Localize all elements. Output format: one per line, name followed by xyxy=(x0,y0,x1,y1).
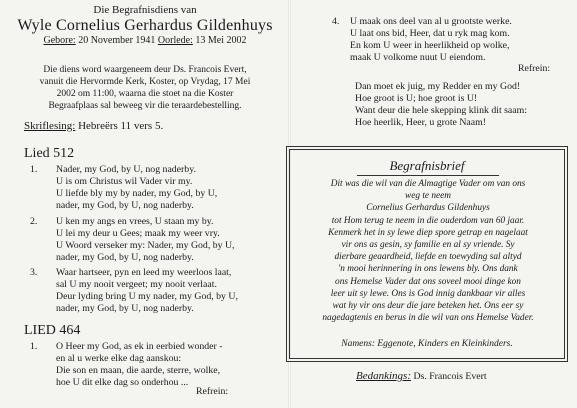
verse-line: Nader, my God, by U, nog naderby. xyxy=(56,164,196,175)
hymn-verse xyxy=(30,216,290,266)
verse-number: 4. xyxy=(332,16,340,27)
notice-line: leer uit sy lewe. Ons is God innig dankbaar vir alles xyxy=(330,288,526,299)
notice-line: ons Hemelse Vader dat ons soveel mooi dinge kon xyxy=(335,276,521,287)
verse-line: U is om Christus wil Vader vir my. xyxy=(56,176,193,187)
service-line: Die diens word waargeneem deur Ds. Francois Evert, xyxy=(43,65,247,75)
service-line: vanuit die Hervormde Kerk, Koster, op Vrydag, 17 Mei xyxy=(39,77,251,87)
hymn-verse xyxy=(30,341,290,391)
notice-line: vir ons as gesin, sy familie en al sy vriende. Sy xyxy=(341,240,515,251)
verse-number: 2. xyxy=(30,216,38,227)
verse-line: U liefde bly my by nader, my God, by U, xyxy=(56,188,218,199)
notice-line: tot Hom terug te neem in die ouderdom van 60 jaar. xyxy=(331,215,525,226)
header-intro: Die Begrafnisdiens van xyxy=(93,4,197,16)
notice-signature: Namens: Eggenote, Kinders en Kleinkinders. xyxy=(341,339,513,349)
verse-line: nader, my God, by U, nog naderby. xyxy=(56,252,194,263)
notice-title: Begrafnisbrief xyxy=(389,158,465,173)
life-dates xyxy=(0,35,290,47)
verse-number: 1. xyxy=(30,341,38,352)
hymn-title: LIED 464 xyxy=(24,323,81,338)
verse-line: U lei my deur u Gees; maak my weer vry. xyxy=(56,228,220,239)
chorus-line: Want deur die hele skepping klink dit saam: xyxy=(355,105,527,116)
verse-line: maak U volkome nuut U eiendom. xyxy=(350,52,486,63)
service-details xyxy=(0,64,290,112)
verse-line: Die son en maan, die aarde, sterre, wolke, xyxy=(56,365,221,376)
chorus-line: Hoe heerlik, Heer, u grote Naam! xyxy=(355,117,486,128)
verse-line: sal U my nooit vergeet; my nooit verlaat. xyxy=(56,279,217,290)
reading-label: Skriflesing: xyxy=(24,120,76,132)
chorus xyxy=(355,81,565,129)
chorus-line: Hoe groot is U; hoe groot is U! xyxy=(355,93,478,104)
notice-text xyxy=(297,178,559,324)
notice-line: weg te neem xyxy=(405,191,451,202)
notice-line: wat hy vir ons deur die jare beteken het. Ons eer sy xyxy=(332,301,524,312)
chorus-label: Refrein: xyxy=(518,63,551,74)
hymn-verse xyxy=(332,16,572,66)
notice-line: Cornelius Gerhardus Gildenhuys xyxy=(366,203,490,214)
notice-line: Kenmerk het in sy lewe diep spore getrap en nagelaat xyxy=(328,227,528,238)
hymn-verse xyxy=(30,164,290,214)
died-label: Oorlede: xyxy=(157,35,193,46)
funeral-header xyxy=(0,4,290,47)
verse-line: en al u werke elke dag aanskou: xyxy=(56,353,182,364)
deceased-name: Wyle Cornelius Gerhardus Gildenhuys xyxy=(17,17,273,34)
verse-line: nader, my God, by U, nog naderby. xyxy=(56,303,194,314)
verse-line: nader, my God, by U, nog naderby. xyxy=(56,200,194,211)
verse-line: En kom U weer in heerlikheid op wolke, xyxy=(350,40,510,51)
service-line: Begraafplaas sal beweeg vir die teraardebestelling. xyxy=(48,101,242,111)
verse-number: 1. xyxy=(30,164,38,175)
verse-line: Deur lyding bring U my nader, my God, by U, xyxy=(56,291,238,302)
funeral-notice-box xyxy=(286,146,568,362)
thanks-text: Ds. Francois Evert xyxy=(413,371,487,382)
born-date: 20 November 1941 xyxy=(78,35,156,46)
notice-line: nagedagtenis en berus in die wil van ons Hemelse Vader. xyxy=(322,313,534,324)
died-date: 13 Mei 2002 xyxy=(195,35,247,46)
refrain-label: Refrein: xyxy=(196,386,229,397)
born-label: Gebore: xyxy=(43,35,76,46)
verse-line: hoe U dit elke dag so onderhou ... xyxy=(56,377,189,388)
scripture-reading xyxy=(24,120,163,132)
verse-line: O Heer my God, as ek in eerbied wonder - xyxy=(56,341,223,352)
verse-line: U laat ons bid, Heer, dat u ryk mag kom. xyxy=(350,28,510,39)
verse-line: U maak ons deel van al u grootste werke. xyxy=(350,16,512,27)
hymn-verse xyxy=(30,267,290,317)
notice-line: 'n mooi herinnering in ons lewens bly. Ons dank xyxy=(338,264,518,275)
notice-line: dierbare geaardheid, liefde en toewyding sal altyd xyxy=(334,252,522,263)
title-divider xyxy=(357,175,499,176)
verse-line: U Woord verseker my: Nader, my God, by U, xyxy=(56,240,235,251)
chorus-line: Dan moet ek juig, my Redder en my God! xyxy=(355,81,521,92)
verse-line: U ken my angs en vrees, U staan my by. xyxy=(56,216,214,227)
verse-line: Waar hartseer, pyn en leed my weerloos laat, xyxy=(56,267,232,278)
notice-line: Dit was die wil van die Almagtige Vader om van ons xyxy=(330,179,526,189)
reading-text: Hebreërs 11 vers 5. xyxy=(78,120,164,132)
thanks-label: Bedankings: xyxy=(356,370,411,382)
acknowledgements xyxy=(356,370,487,382)
verse-number: 3. xyxy=(30,267,38,278)
hymn-title: Lied 512 xyxy=(24,146,75,161)
service-line: 2002 om 11:00, waarna die stoet na die Koster xyxy=(56,89,234,99)
